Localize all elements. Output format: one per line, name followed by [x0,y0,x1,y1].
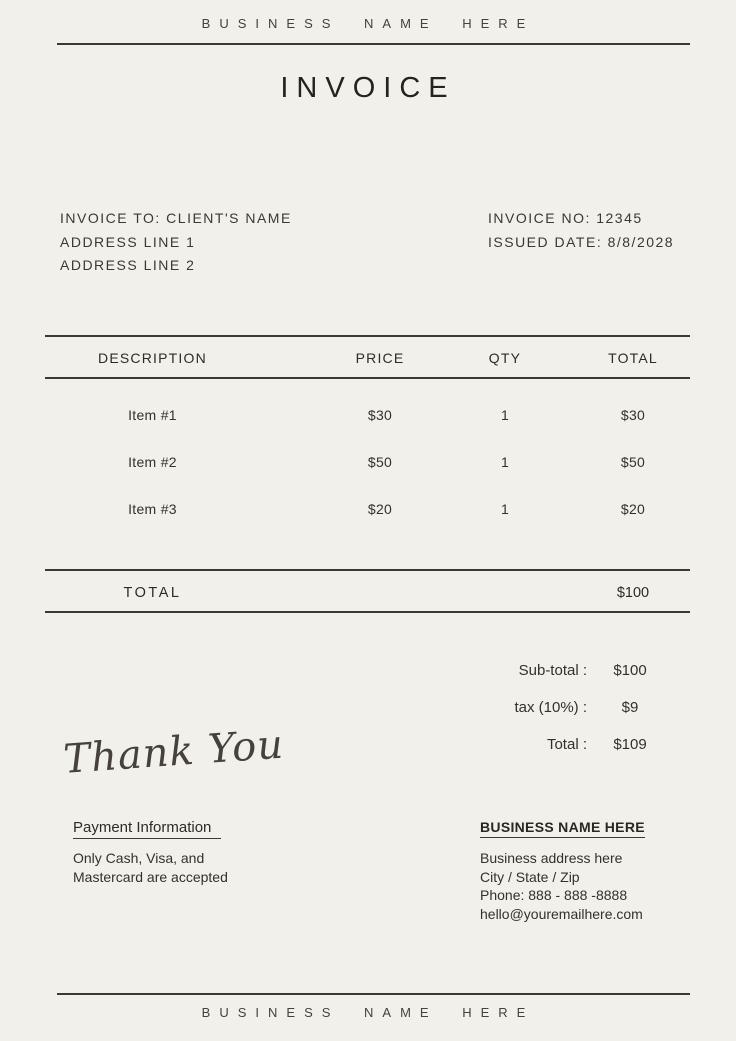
item-price: $20 [367,501,393,517]
thank-you-script: Thank You [62,721,286,783]
item-description: Item #1 [128,407,177,423]
footer-rule [57,993,690,995]
issued-date: ISSUED DATE: 8/8/2028 [488,233,675,250]
total-value: $100 [616,585,650,601]
page-title: INVOICE [280,72,456,104]
table-header-rule [45,377,690,379]
item-description: Item #2 [128,454,177,470]
footer-business-name: BUSINESS NAME HERE [201,1005,535,1020]
header-business-name: BUSINESS NAME HERE [201,16,535,31]
header-rule [57,43,690,45]
item-price: $30 [367,407,393,423]
business-contact-text [480,849,645,923]
payment-line-1: Only Cash, Visa, and [73,850,205,866]
business-address: Business address here [480,850,623,866]
address-line-1: ADDRESS LINE 1 [60,233,196,250]
table-top-rule [45,335,690,337]
business-email: hello@youremailhere.com [480,905,643,922]
tax-row [412,689,665,726]
payment-info-text [73,849,228,886]
business-phone: Phone: 888 - 888 -8888 [480,887,628,903]
item-total: $30 [620,407,646,423]
tax-label: tax (10%) : [514,699,587,716]
business-city-state-zip: City / State / Zip [480,868,580,885]
tax-value: $9 [621,699,639,716]
column-header-qty: QTY [488,350,522,366]
business-name-heading: BUSINESS NAME HERE [480,819,645,838]
item-price: $50 [367,454,393,470]
address-line-2: ADDRESS LINE 2 [60,257,196,273]
subtotal-label: Sub-total : [518,662,587,679]
business-contact-block [480,819,645,923]
grand-total-row [412,726,665,763]
subtotal-row [412,652,665,689]
summary-block [412,652,665,763]
item-total: $50 [620,454,646,470]
total-label: TOTAL [123,585,182,601]
column-header-description: DESCRIPTION [98,350,207,366]
invoice-number: INVOICE NO: 12345 [488,210,643,226]
item-qty: 1 [500,454,510,470]
invoice-meta-block [488,207,674,254]
total-row-bottom-rule [45,611,690,613]
item-qty: 1 [500,407,510,423]
item-description: Item #3 [128,501,177,517]
column-header-total: TOTAL [608,350,658,366]
payment-info-block [73,819,228,886]
column-header-price: PRICE [355,350,405,366]
grand-total-value: $109 [613,736,647,753]
item-qty: 1 [500,501,510,517]
payment-info-heading: Payment Information [73,819,221,839]
grand-total-label: Total : [546,736,587,753]
invoice-to-line: INVOICE TO: CLIENT'S NAME [60,210,292,226]
bill-to-block [60,207,292,278]
total-row-top-rule [45,569,690,571]
subtotal-value: $100 [613,662,647,679]
payment-line-2: Mastercard are accepted [73,868,228,885]
item-total: $20 [620,501,646,517]
